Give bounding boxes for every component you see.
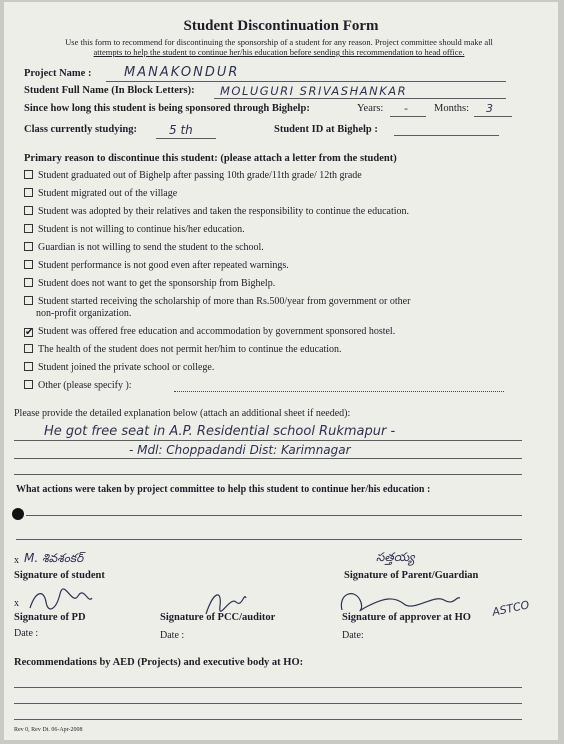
guardian-signature-label: Signature of Parent/Guardian	[344, 570, 479, 581]
reason-item-graduated[interactable]: Student graduated out of Bighelp after passing 10th grade/11th grade/ 12th grade	[24, 170, 362, 182]
pd-signature-scribble[interactable]	[26, 586, 96, 612]
reason-item-not-willing[interactable]: Student is not willing to continue his/her education.	[24, 224, 245, 236]
checkbox-icon[interactable]	[24, 188, 33, 197]
recommendations-label: Recommendations by AED (Projects) and executive body at HO:	[14, 657, 304, 668]
recommendations-underline-2	[14, 703, 522, 704]
reason-item-no-sponsorship[interactable]: Student does not want to get the sponsorship from Bighelp.	[24, 278, 275, 290]
intro-line-2: attempts to help the student to continue her/his education before sending this recommendation to head office.	[93, 47, 465, 57]
reason-item-health[interactable]: The health of the student does not permit her/him to continue the education.	[24, 344, 342, 356]
since-label: Since how long this student is being sponsored through Bighelp:	[24, 103, 310, 114]
months-label: Months:	[434, 103, 470, 114]
reason-item-private-school[interactable]: Student joined the private school or college.	[24, 362, 214, 374]
student-id-underline[interactable]	[394, 135, 499, 136]
pd-signature-label: Signature of PD	[14, 612, 86, 623]
checkbox-icon[interactable]	[24, 296, 33, 305]
years-value[interactable]: -	[404, 102, 408, 115]
hole-punch-icon	[12, 508, 24, 520]
project-name-value[interactable]: MANAKONDUR	[124, 65, 240, 80]
form-title: Student Discontinuation Form	[183, 18, 379, 34]
student-name-underline	[214, 98, 506, 99]
reason-item-scholarship[interactable]: Student started receiving the scholarship of more than Rs.500/year from government or other	[24, 296, 410, 308]
actions-underline-1	[26, 515, 522, 516]
checkbox-icon[interactable]	[24, 362, 33, 371]
reason-item-other[interactable]: Other (please specify ):	[24, 380, 132, 392]
recommendations-underline-1	[14, 687, 522, 688]
checkbox-icon[interactable]	[24, 380, 33, 389]
checkbox-icon[interactable]	[24, 278, 33, 287]
actions-label: What actions were taken by project committee to help this student to continue her/his education :	[16, 484, 431, 495]
reason-item-performance[interactable]: Student performance is not good even after repeated warnings.	[24, 260, 289, 272]
recommendations-underline-3	[14, 719, 522, 720]
other-specify-line[interactable]	[174, 391, 504, 392]
project-name-label: Project Name :	[24, 68, 92, 79]
student-signature[interactable]: M. శివశంకర్	[24, 551, 84, 565]
explanation-underline-2	[14, 458, 522, 459]
checkbox-icon[interactable]	[24, 170, 33, 179]
explanation-underline-3	[14, 474, 522, 475]
months-underline	[474, 116, 512, 117]
student-name-label: Student Full Name (In Block Letters):	[24, 85, 195, 96]
reason-item-adopted[interactable]: Student was adopted by their relatives and taken the responsibility to continue the education.	[24, 206, 409, 218]
months-value[interactable]: 3	[486, 102, 493, 115]
class-label: Class currently studying:	[24, 124, 137, 135]
checkbox-icon[interactable]	[24, 224, 33, 233]
project-name-underline	[106, 81, 506, 82]
reasons-heading: Primary reason to discontinue this student: (please attach a letter from the student)	[24, 153, 397, 164]
checkbox-icon[interactable]	[24, 242, 33, 251]
pd-date-label: Date :	[14, 628, 39, 639]
reason-item-hostel[interactable]: ✔ Student was offered free education and accommodation by government sponsored hostel.	[25, 326, 396, 338]
guardian-signature[interactable]: సత్తయ్య	[376, 550, 415, 564]
approver-note: ASTCO	[491, 598, 531, 619]
pcc-date-label: Date :	[160, 630, 185, 641]
class-value[interactable]: 5 th	[169, 123, 193, 137]
intro-line-1: Use this form to recommend for discontinuing the sponsorship of a student for any reason. Project committee should make all	[65, 37, 493, 47]
explanation-underline-1	[14, 440, 522, 441]
explanation-line-1[interactable]: He got free seat in A.P. Residential school Rukmapur -	[44, 424, 396, 439]
class-underline	[156, 138, 216, 139]
reason-item-guardian[interactable]: Guardian is not willing to send the student to the school.	[24, 242, 264, 254]
student-signature-label: Signature of student	[14, 570, 105, 581]
form-intro	[24, 37, 534, 57]
reason-item-migrated[interactable]: Student migrated out of the village	[24, 188, 177, 200]
approver-date-label: Date:	[342, 630, 364, 641]
student-mark: x	[14, 555, 19, 566]
student-name-value[interactable]: MOLUGURI SRIVASHANKAR	[220, 84, 408, 98]
checkbox-icon[interactable]	[24, 344, 33, 353]
reason-item-scholarship-continuation: non-profit organization.	[36, 308, 132, 319]
checkbox-checked-icon[interactable]: ✔	[25, 327, 34, 338]
form-page	[4, 2, 558, 740]
pcc-signature-label: Signature of PCC/auditor	[160, 612, 276, 623]
actions-underline-2	[16, 539, 522, 540]
pd-mark: x	[14, 598, 19, 609]
explanation-line-2[interactable]: - Mdl: Choppadandi Dist: Karimnagar	[129, 443, 351, 457]
years-underline	[390, 116, 426, 117]
years-label: Years:	[357, 103, 384, 114]
explanation-label: Please provide the detailed explanation below (attach an additional sheet if needed):	[14, 408, 351, 419]
revision-footer: Rev 0, Rev Dt. 06-Apr-2008	[14, 727, 83, 733]
checkbox-icon[interactable]	[24, 260, 33, 269]
checkbox-icon[interactable]	[24, 206, 33, 215]
student-id-label: Student ID at Bighelp :	[274, 124, 378, 135]
approver-signature-label: Signature of approver at HO	[342, 612, 471, 623]
